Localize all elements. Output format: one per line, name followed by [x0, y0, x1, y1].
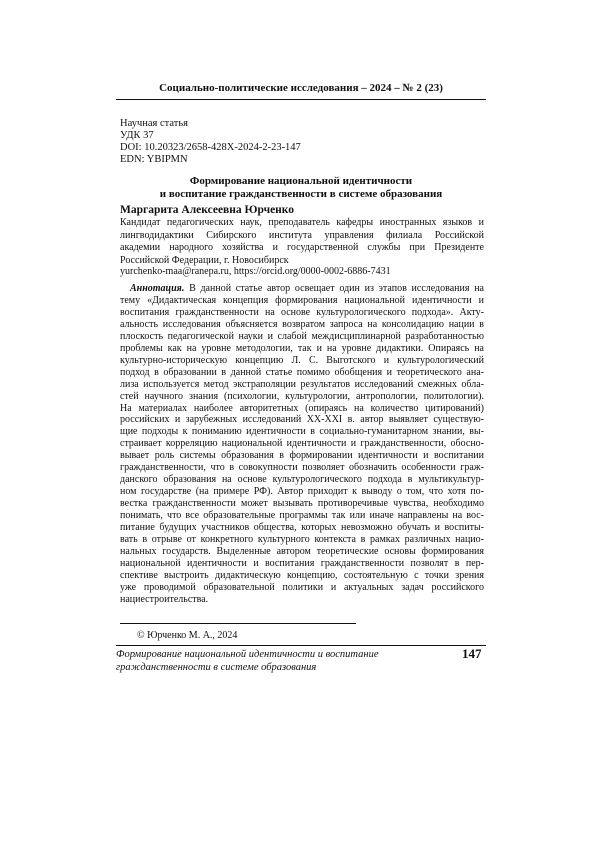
- abstract-line: культурно-историческую концепцию Л. С. Выготского и культурологический: [120, 354, 484, 366]
- abstract-line: нальных государств. Выделенные автором теоретические основы формирования: [120, 545, 484, 557]
- abstract-line: лиза используется метод экстраполяции результатов исследований смежных обла-: [120, 378, 484, 390]
- footnote-rule: [120, 623, 356, 624]
- running-title-line: Формирование национальной идентичности и воспитание: [116, 649, 379, 660]
- abstract-line: вать в отрыве от конкретного культурного контекста в рамках различных нацио-: [120, 534, 484, 546]
- abstract-line: нациестроительства.: [120, 593, 209, 605]
- affiliation-line: Российской Федерации, г. Новосибирск: [120, 254, 289, 266]
- abstract-line: данского образования на основе культурологического подхода в мультикультур-: [120, 474, 484, 486]
- abstract-line: понимать, что все образовательные программы так или иначе направлены на вос-: [120, 510, 484, 522]
- abstract-line: вестка гражданственности может вызывать противоречивые чувства, необходимо: [120, 498, 484, 510]
- article-title: [116, 175, 486, 201]
- edn: EDN: YBIPMN: [120, 154, 188, 165]
- author-contacts: yurchenko-maa@ranepa.ru, https://orcid.org/0000-0002-6886-7431: [120, 266, 391, 277]
- article-meta: [120, 118, 301, 166]
- abstract-line: уже проводимой образовательной политики и актуальных задач российского: [120, 581, 484, 593]
- running-title: [116, 648, 378, 674]
- abstract-line: На материалах наиболее авторитетных (опираясь на количество цитирований): [120, 402, 484, 414]
- affiliation-line: академии народного хозяйства и государственной службы при Президенте: [120, 242, 484, 253]
- abstract-line: ном государстве (на примере РФ). Автор приходит к выводу о том, что хотя по-: [120, 486, 484, 498]
- affiliation-line: Кандидат педагогических наук, преподаватель кафедры иностранных языков и: [120, 217, 484, 228]
- abstract-line: [120, 283, 484, 295]
- abstract-line: питание будущих участников общества, которых невозможно обучать и воспиты-: [120, 522, 484, 534]
- article-title-line: и воспитание гражданственности в системе образования: [159, 188, 443, 200]
- udc-code: УДК 37: [120, 130, 154, 141]
- author-affiliation: [120, 217, 484, 267]
- abstract-line: спективе выстроить дидактическую концепцию, состоятельную с точки зрения: [120, 569, 484, 581]
- abstract-line: плоскость педагогической науки и слабой междисциплинарной разработанностью: [120, 330, 484, 342]
- abstract: [120, 283, 484, 606]
- abstract-line: страивает корреляцию национальной идентичности и гражданственности, обосно-: [120, 438, 484, 450]
- abstract-first-text: В данной статье автор освещает один из этапов исследования на: [189, 283, 484, 294]
- abstract-line: проблемы как на уровне методологии, так и на уровне дидактики. Опираясь на: [120, 342, 484, 354]
- abstract-line: гражданственности, что в совокупности позволяет обозначить особенности граж-: [120, 462, 484, 474]
- affiliation-line: лингводидактики Сибирского института управления филиала Российской: [120, 229, 484, 241]
- running-title-line: гражданственности в системе образования: [116, 662, 317, 673]
- doi: DOI: 10.20323/2658-428X-2024-2-23-147: [120, 142, 301, 153]
- header-rule: [116, 99, 486, 100]
- abstract-label: Аннотация.: [130, 283, 185, 294]
- abstract-line: альность исследования объясняется возвратом запроса на консолидацию нации в: [120, 318, 484, 330]
- abstract-line: щие подходы к пониманию идентичности в социально-гуманитарном знании, вы-: [120, 426, 484, 438]
- page-number: 147: [462, 646, 482, 661]
- abstract-line: воспитания гражданственности на основе культурологического подхода». Акту-: [120, 306, 484, 318]
- author-name: Маргарита Алексеевна Юрченко: [120, 204, 295, 216]
- abstract-line: российских и зарубежных исследований XX-XXI в. автор выявляет существую-: [120, 414, 484, 426]
- abstract-line: подход в образовании в данной статье помимо обобщения и теоретического ана-: [120, 366, 484, 378]
- journal-header: Социально-политические исследования – 2024 – № 2 (23): [159, 82, 443, 94]
- abstract-line: стей научного знания (психологии, культурологии, антропологии, политологии).: [120, 390, 484, 402]
- footer-rule: [116, 645, 486, 646]
- abstract-line: вывает роль системы образования в формировании идентичности и воспитании: [120, 450, 484, 462]
- copyright-note: © Юрченко М. А., 2024: [137, 630, 238, 641]
- abstract-line: национальной идентичности и воспитания гражданственности позволят в пер-: [120, 557, 484, 569]
- abstract-line: тему «Дидактическая концепция формирования национальной идентичности и: [120, 294, 484, 306]
- article-title-line: Формирование национальной идентичности: [189, 175, 413, 187]
- article-type: Научная статья: [120, 118, 188, 129]
